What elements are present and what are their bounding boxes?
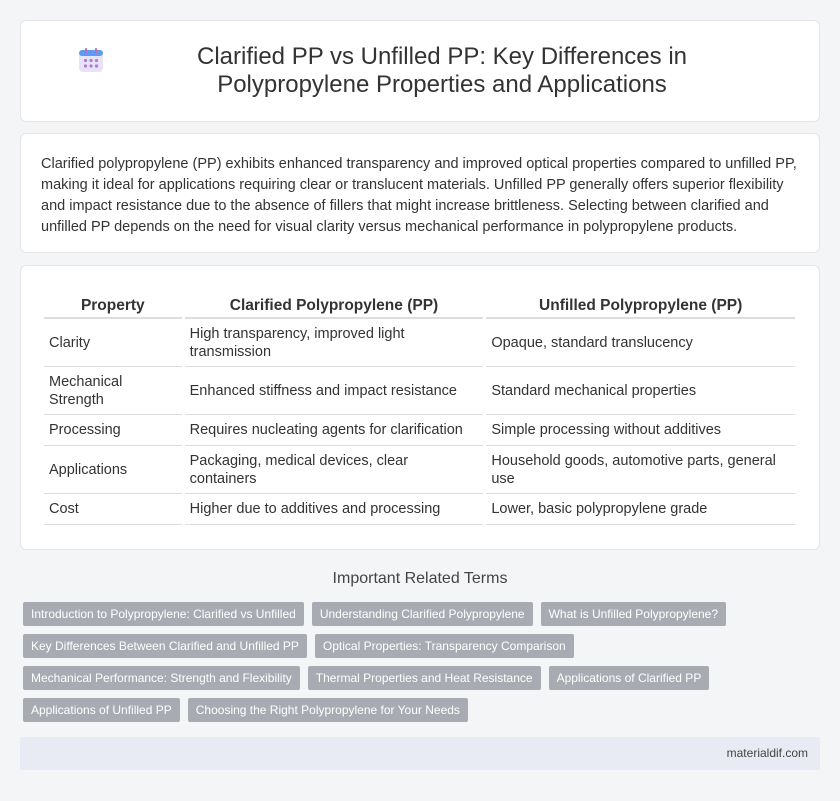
related-term-link[interactable]: What is Unfilled Polypropylene?	[541, 602, 726, 626]
table-cell: Higher due to additives and processing	[185, 494, 484, 525]
related-term-link[interactable]: Understanding Clarified Polypropylene	[312, 602, 533, 626]
related-terms-list	[23, 602, 823, 730]
table-cell: Simple processing without additives	[486, 415, 795, 446]
table-header-property: Property	[44, 292, 182, 319]
related-term-link[interactable]: Choosing the Right Polypropylene for Your Needs	[188, 698, 468, 722]
related-term-link[interactable]: Mechanical Performance: Strength and Flexibility	[23, 666, 300, 690]
table-row	[44, 415, 795, 446]
table-row	[44, 446, 795, 494]
table-cell: Standard mechanical properties	[486, 367, 795, 415]
related-term-link[interactable]: Thermal Properties and Heat Resistance	[308, 666, 541, 690]
footer-site-name: materialdif.com	[726, 746, 808, 760]
related-term-link[interactable]: Applications of Unfilled PP	[23, 698, 180, 722]
comparison-table	[41, 292, 798, 525]
comparison-table-card	[20, 265, 820, 550]
intro-paragraph: Clarified polypropylene (PP) exhibits enhanced transparency and improved optical properties compared to unfilled PP, making it ideal for applications requiring clear or translucent materials. Unfilled PP generally offers superior flexibility and impact resistance due to the absence of fillers that might increase brittleness. Selecting between clarified and unfilled PP depends on the need for visual clarity versus mechanical performance in polypropylene products.	[41, 156, 797, 235]
table-cell: Requires nucleating agents for clarification	[185, 415, 484, 446]
intro-card	[20, 133, 820, 253]
related-term-link[interactable]: Optical Properties: Transparency Comparison	[315, 634, 574, 658]
table-cell: Enhanced stiffness and impact resistance	[185, 367, 484, 415]
table-row	[44, 319, 795, 367]
table-cell: High transparency, improved light transmission	[185, 319, 484, 367]
table-cell: Processing	[44, 415, 182, 446]
table-cell: Household goods, automotive parts, general use	[486, 446, 795, 494]
related-terms-title: Important Related Terms	[332, 570, 508, 587]
table-row	[44, 367, 795, 415]
table-cell: Clarity	[44, 319, 182, 367]
table-header-unfilled: Unfilled Polypropylene (PP)	[486, 292, 795, 319]
table-cell: Cost	[44, 494, 182, 525]
table-cell: Mechanical Strength	[44, 367, 182, 415]
table-header-clarified: Clarified Polypropylene (PP)	[185, 292, 484, 319]
table-cell: Applications	[44, 446, 182, 494]
header-card	[20, 20, 820, 122]
page-title: Clarified PP vs Unfilled PP: Key Differences in Polypropylene Properties and Applications	[197, 43, 687, 98]
table-row	[44, 494, 795, 525]
footer-bar	[20, 737, 820, 770]
related-term-link[interactable]: Applications of Clarified PP	[549, 666, 710, 690]
table-cell: Opaque, standard translucency	[486, 319, 795, 367]
table-cell: Packaging, medical devices, clear containers	[185, 446, 484, 494]
calendar-grid-icon	[78, 47, 104, 73]
related-term-link[interactable]: Introduction to Polypropylene: Clarified vs Unfilled	[23, 602, 304, 626]
related-term-link[interactable]: Key Differences Between Clarified and Unfilled PP	[23, 634, 307, 658]
table-cell: Lower, basic polypropylene grade	[486, 494, 795, 525]
